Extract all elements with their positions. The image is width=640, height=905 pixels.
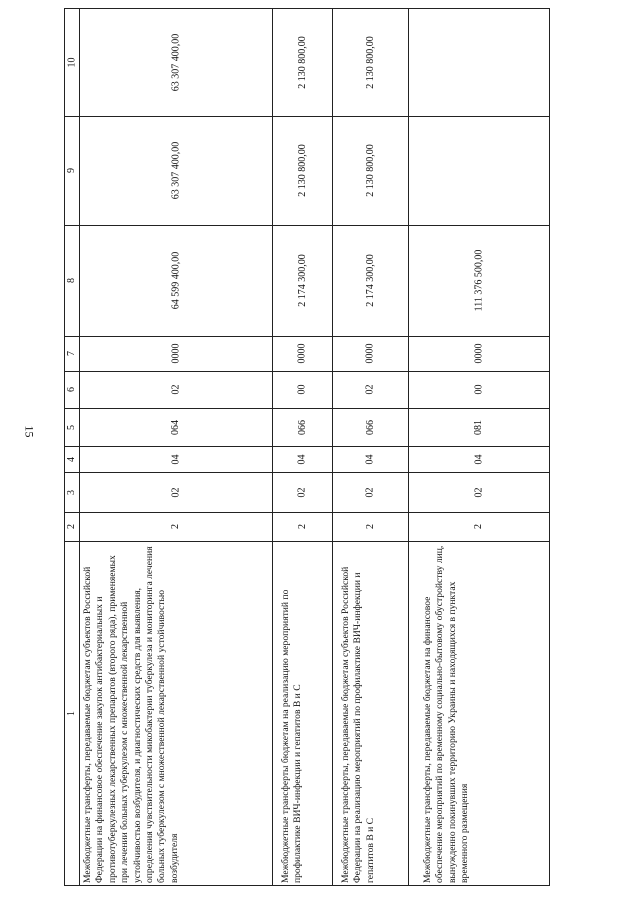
row-3-col-4 <box>332 446 408 472</box>
header-label: 3 <box>66 489 77 495</box>
row-2-col-10 <box>272 8 332 116</box>
row-2-col-4 <box>272 446 332 472</box>
header-label: 7 <box>66 351 77 356</box>
cell-value: 63 307 400,00 <box>170 33 181 91</box>
cell-value: 02 <box>473 487 484 497</box>
cell-value: 066 <box>296 419 308 435</box>
cell-value: 2 130 800,00 <box>364 35 376 89</box>
row-3-col-2 <box>332 512 408 541</box>
row-1-col-2 <box>79 512 272 541</box>
row-4-col-5 <box>408 408 549 446</box>
row-1-col-10 <box>79 8 272 116</box>
row-1-col-3 <box>79 472 272 512</box>
header-label: 9 <box>66 168 77 173</box>
row-3-description: Межбюджетные трансферты, передаваемые бюджетам субъектов Российской Федерации на реализацию мероприятий по профилактике ВИЧ-инфекции и гепатитов B и C <box>340 566 376 883</box>
row-2-col-6 <box>272 371 332 408</box>
header-cell-5 <box>64 408 79 446</box>
cell-value: 2 <box>473 524 484 529</box>
row-3-col-5 <box>332 408 408 446</box>
table-border-left <box>64 885 550 886</box>
cell-value: 2 130 800,00 <box>296 35 308 89</box>
row-2-col-2 <box>272 512 332 541</box>
cell-value: 2 130 800,00 <box>296 144 308 197</box>
cell-value: 2 <box>296 524 308 529</box>
column-divider <box>64 541 550 542</box>
row-2-description: Межбюджетные трансферты бюджетам на реализацию мероприятий по профилактике ВИЧ-инфекции и гепатитов B и C <box>280 589 304 883</box>
row-4-col-4 <box>408 446 549 472</box>
cell-value: 04 <box>296 454 308 464</box>
cell-value: 02 <box>364 384 376 395</box>
header-label: 8 <box>66 278 77 283</box>
row-1-col-9 <box>79 116 272 225</box>
cell-value: 02 <box>170 487 181 497</box>
row-1-col-4 <box>79 446 272 472</box>
row-4-col-2 <box>408 512 549 541</box>
row-1-col-5 <box>79 408 272 446</box>
row-4-col-6 <box>408 371 549 408</box>
row-2-col-8 <box>272 225 332 336</box>
page-number: 15 <box>22 425 37 438</box>
cell-value: 0000 <box>296 343 308 364</box>
cell-value: 0000 <box>473 343 484 364</box>
row-4-col-10 <box>408 8 549 116</box>
header-label: 5 <box>66 424 77 430</box>
row-3-col-10 <box>332 8 408 116</box>
header-cell-10 <box>64 8 79 116</box>
row-1-col-6 <box>79 371 272 408</box>
header-label: 2 <box>66 524 77 529</box>
cell-value: 2 130 800,00 <box>364 144 376 197</box>
cell-value: 111 376 500,00 <box>472 249 484 312</box>
row-1-col-8 <box>79 225 272 336</box>
cell-value: 02 <box>364 487 376 497</box>
cell-value: 02 <box>170 384 181 395</box>
row-2-col-9 <box>272 116 332 225</box>
cell-value: 2 <box>170 524 181 529</box>
header-cell-4 <box>64 446 79 472</box>
row-3-col-9 <box>332 116 408 225</box>
header-label: 10 <box>66 57 77 67</box>
header-cell-2 <box>64 512 79 541</box>
row-3-col-7 <box>332 336 408 371</box>
row-1-col-7 <box>79 336 272 371</box>
cell-value: 2 <box>364 524 376 529</box>
cell-value: 064 <box>170 419 181 435</box>
header-cell-8 <box>64 225 79 336</box>
row-3-col-6 <box>332 371 408 408</box>
cell-value: 04 <box>473 454 484 464</box>
cell-value: 02 <box>296 487 308 497</box>
row-4-col-7 <box>408 336 549 371</box>
row-2-col-7 <box>272 336 332 371</box>
cell-value: 04 <box>364 454 376 464</box>
header-label: 1 <box>66 710 77 716</box>
cell-value: 0000 <box>364 343 376 364</box>
row-2-col-5 <box>272 408 332 446</box>
row-3-col-3 <box>332 472 408 512</box>
cell-value: 04 <box>170 454 181 464</box>
row-3-col-8 <box>332 225 408 336</box>
cell-value: 64 599 400,00 <box>170 251 181 310</box>
cell-value: 63 307 400,00 <box>170 141 181 200</box>
cell-value: 0000 <box>170 343 181 364</box>
header-label: 6 <box>66 387 77 392</box>
row-2-col-3 <box>272 472 332 512</box>
header-cell-6 <box>64 371 79 408</box>
header-cell-3 <box>64 472 79 512</box>
row-4-col-3 <box>408 472 549 512</box>
cell-value: 2 174 300,00 <box>364 254 376 307</box>
cell-value: 00 <box>296 384 308 395</box>
header-cell-7 <box>64 336 79 371</box>
header-cell-1 <box>64 541 79 885</box>
cell-value: 2 174 300,00 <box>296 254 308 307</box>
row-4-col-8 <box>408 225 549 336</box>
header-label: 4 <box>66 456 77 462</box>
row-4-col-9 <box>408 116 549 225</box>
header-cell-9 <box>64 116 79 225</box>
table-border-bottom <box>549 8 550 886</box>
cell-value: 081 <box>473 419 484 435</box>
cell-value: 00 <box>473 384 484 395</box>
cell-value: 066 <box>364 419 376 435</box>
row-1-description: Межбюджетные трансферты, передаваемые бюджетам субъектов Российской Федерации на финансовое обеспечение закупок антибактериальных и противотуберкулезных лекарственных препаратов (второго ряда), применяемых при лечении больных туберкулезом с множественной лекарственной устойчивостью возбудителя, и диагностических средств для выявления, определения чувствительности микобактерии туберкулеза и мониторинга лечения больных туберкулезом с множественной лекарственной устойчивостью возбудителя <box>82 546 180 883</box>
row-4-description: Межбюджетные трансферты, передаваемые бюджетам на финансовое обеспечение мероприятий по временному социально-бытовому обустройству лиц, вынужденно покинувших территорию Украины и находящихся в пунктах временного размещения <box>422 545 471 883</box>
